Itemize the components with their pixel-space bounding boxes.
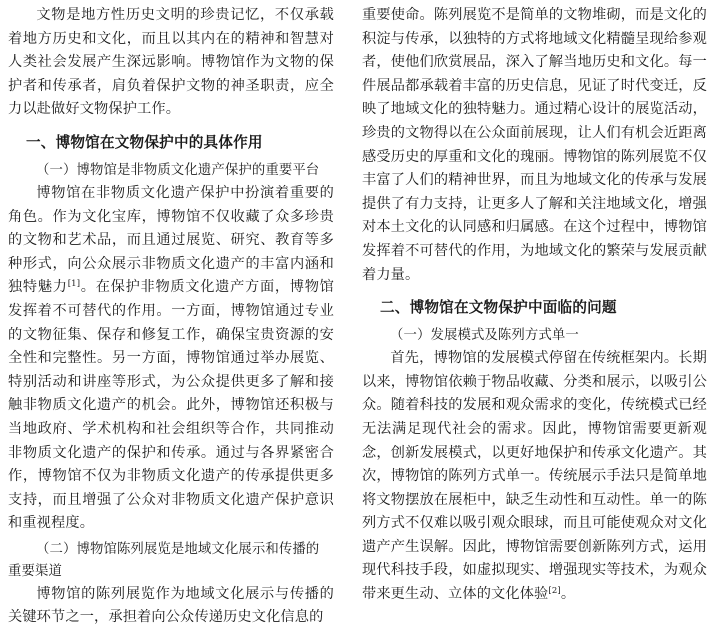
subsection-2-1-heading: （一）发展模式及陈列方式单一 [390, 328, 579, 344]
intro-paragraph: 文物是地方性历史文明的珍贵记忆，不仅承载着地方历史和文化，而且以其内在的精神和智慧对人类社会发展产生深远影响。博物馆作为文物的保护者和传承者，肩负着保护文物的神圣职责，应全力以赴做好文物保护工作。 [8, 7, 334, 118]
subsection-1-2-heading [8, 539, 334, 583]
citation-2: [2] [548, 586, 561, 597]
right-column [362, 4, 707, 607]
left-column [8, 4, 334, 630]
paragraph-text: 。 [560, 586, 576, 603]
section-1-heading: 一、博物馆在文物保护中的具体作用 [26, 133, 263, 151]
subsection-1-2-paragraph: 博物馆的陈列展览作为地域文化展示与传播的关键环节之一，承担着向公众传递历史文化信息的 [8, 585, 334, 626]
subsection-1-1-paragraph [8, 182, 334, 536]
subsection-1-1-heading: （一）博物馆是非物质文化遗产保护的重要平台 [36, 162, 320, 178]
heading-line: 重要渠道 [8, 563, 62, 579]
continued-paragraph: 重要使命。陈列展览不是简单的文物堆砌，而是文化的积淀与传承，以独特的方式将地域文化精髓呈现给参观者，使他们欣赏展品，深入了解当地历史和文化。每一件展品都承载着丰富的历史信息，见证了时代变迁，反映了地域文化的独特魅力。通过精心设计的展览活动，珍贵的文物得以在公众面前展现，让人们有机会近距离感受历史的厚重和文化的瑰丽。博物馆的陈列展览不仅丰富了人们的精神世界，而且为地域文化的传承与发展提供了有力支持，让更多人了解和关注地域文化，增强对本土文化的认同感和归属感。在这个过程中，博物馆发挥着不可替代的作用，为地域文化的繁荣与发展贡献着力量。 [362, 7, 707, 283]
heading-line: （二）博物馆陈列展览是地域文化展示和传播的 [36, 541, 320, 557]
subsection-2-1-paragraph [362, 347, 707, 607]
paragraph-text: 博物馆在非物质文化遗产保护中扮演着重要的角色。作为文化宝库，博物馆不仅收藏了众多珍贵的文物和艺术品，而且通过展览、研究、教育等多种形式，向公众展示非物质文化遗产的丰富内涵和独特魅力 [8, 184, 334, 296]
paragraph-text: 首先，博物馆的发展模式停留在传统框架内。长期以来，博物馆依赖于物品收藏、分类和展示，以吸引公众。随着科技的发展和观众需求的变化，传统模式已经无法满足现代社会的需求。因此，博物馆需要更新观念，创新发展模式，以更好地保护和传承文化遗产。其次，博物馆的陈列方式单一。传统展示手法只是简单地将文物摆放在展柜中，缺乏生动性和互动性。单一的陈列方式不仅难以吸引观众眼球，而且可能使观众对文化遗产产生误解。因此，博物馆需要创新陈列方式，运用现代科技手段，如虚拟现实、增强现实等技术，为观众带来更生动、立体的文化体验 [362, 350, 707, 603]
paragraph-text: 。在保护非物质文化遗产方面，博物馆发挥着不可替代的作用。一方面，博物馆通过专业的文物征集、保存和修复工作，确保宝贵资源的安全性和完整性。另一方面，博物馆通过举办展览、特别活动和讲座等形式，为公众提供更多了解和接触非物质文化遗产的机会。此外，博物馆还积极与当地政府、学术机构和社会组织等合作，共同推动非物质文化遗产的保护和传承。通过与各界紧密合作，博物馆不仅为非物质文化遗产的传承提供更多支持，而且增强了公众对非物质文化遗产保护意识和重视程度。 [8, 279, 334, 532]
section-2-heading: 二、博物馆在文物保护中面临的问题 [380, 299, 617, 317]
citation-1: [1] [67, 279, 81, 290]
